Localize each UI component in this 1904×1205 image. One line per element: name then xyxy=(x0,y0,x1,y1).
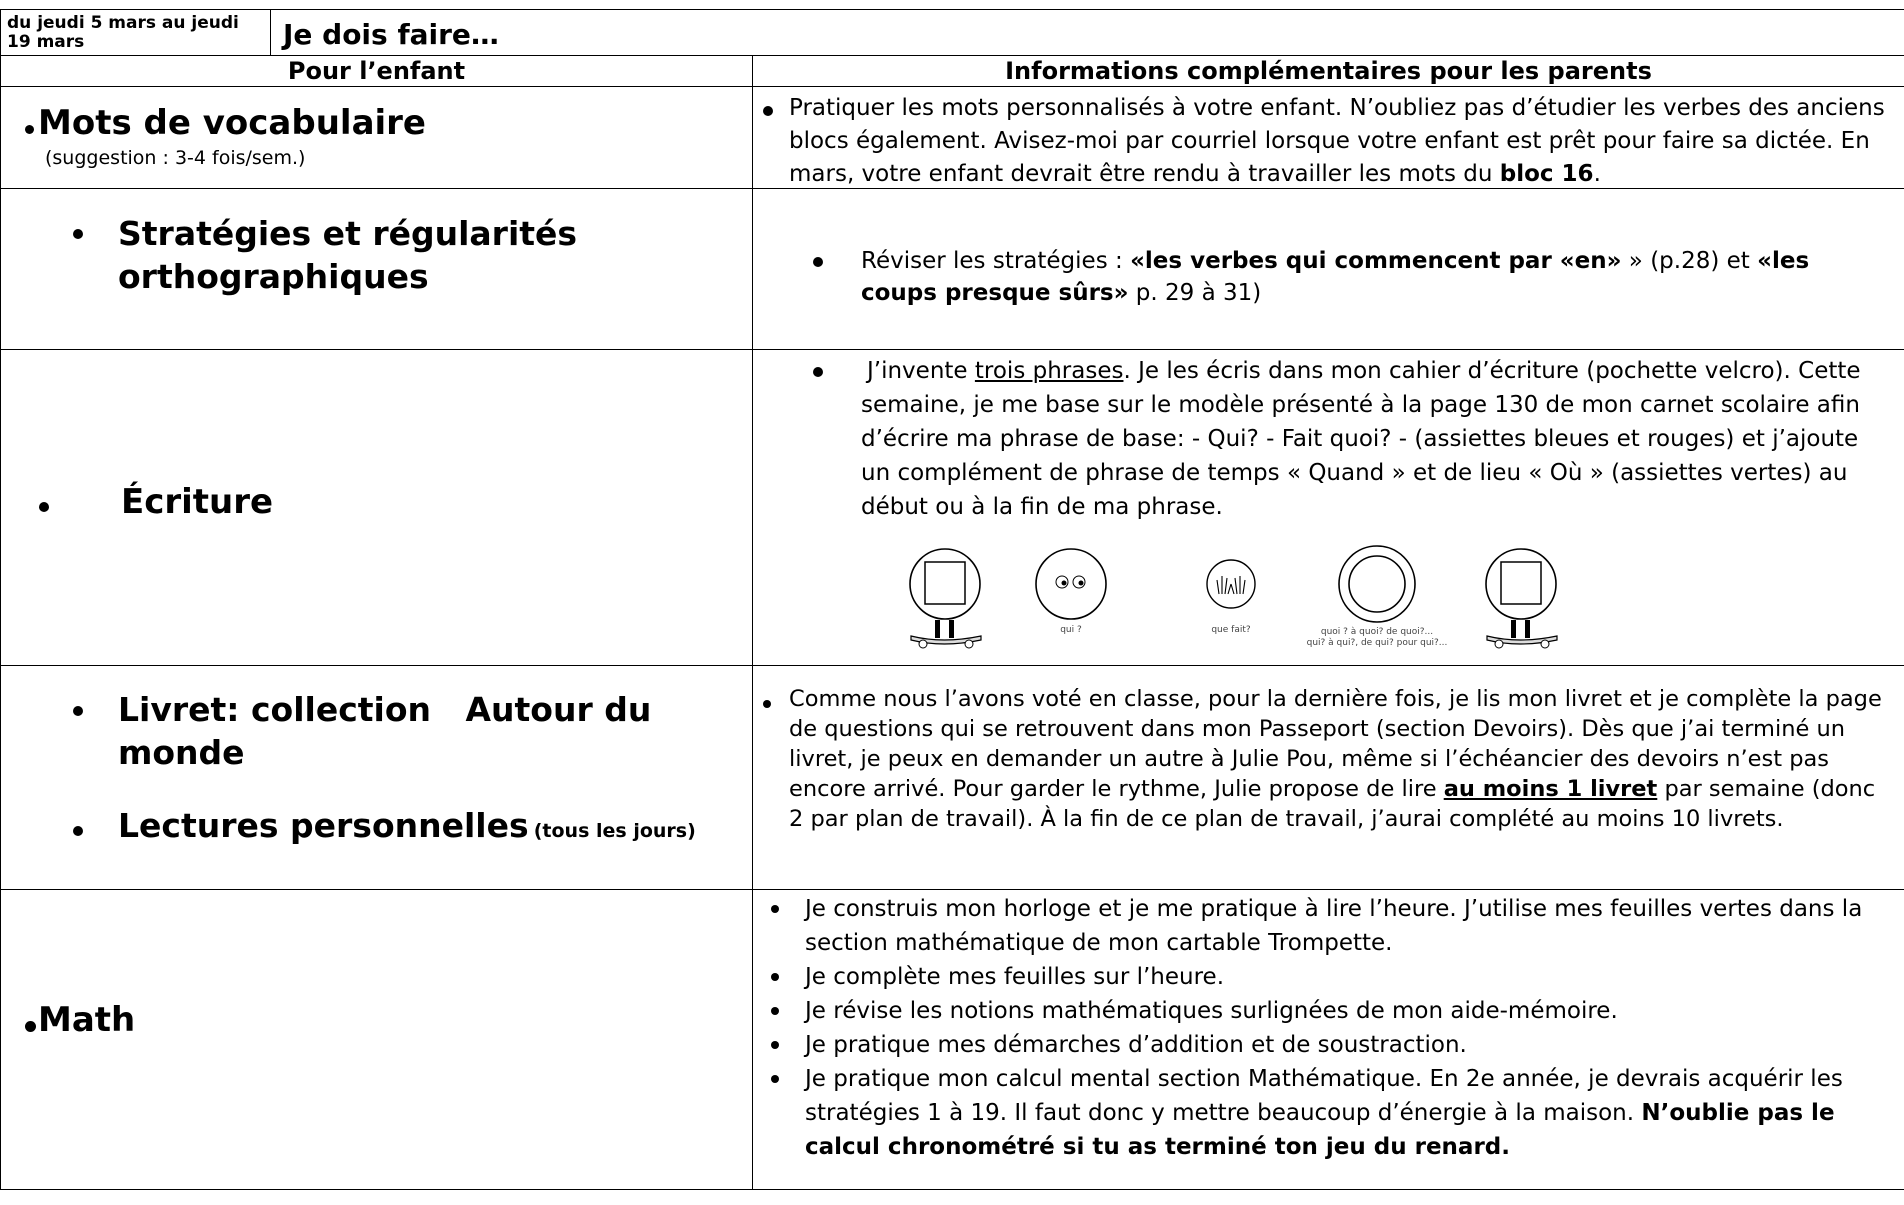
math-item-text: Je complète mes feuilles sur l’heure. xyxy=(805,964,1225,990)
ecriture-info-text: J’invente xyxy=(867,358,975,384)
plate-label-que-fait: que fait? xyxy=(1211,625,1251,635)
lectures-note: (tous les jours) xyxy=(533,820,696,842)
strategies-info-bold-2: «les coups presque sûrs» xyxy=(861,248,1810,306)
livret-cell xyxy=(1,666,753,890)
bullet-icon xyxy=(25,1021,36,1032)
bullet-icon xyxy=(73,706,83,716)
strategies-info-text-3: p. 29 à 31) xyxy=(1128,280,1262,306)
row-vocabulaire xyxy=(1,87,1904,189)
math-title: Math xyxy=(38,1000,136,1040)
livret-info-text: Comme nous l’avons voté en classe, pour la dernière fois, je lis mon livret et je complète la page de questions qui se retrouvent dans mon Passeport (section Devoirs). Dès que j’ai terminé un livret, je peux en demander un autre à Julie Pou, même si l’échéancier des devoirs n’est pas encore arrivé. Pour garder le rythme, Julie propose de lire xyxy=(789,686,1882,802)
strategies-info-text-2: » (p.28) et xyxy=(1621,248,1758,274)
plate-label-qui-2: qui? à qui?, de qui? pour qui?... xyxy=(1306,638,1448,648)
bullet-icon xyxy=(763,700,771,708)
column-header-row xyxy=(1,56,1904,87)
livret-title: Livret: collection Autour du monde xyxy=(118,690,663,772)
math-list-item xyxy=(763,994,1896,1028)
vocab-note: (suggestion : 3-4 fois/sem.) xyxy=(45,147,306,169)
bullet-icon xyxy=(73,826,83,836)
math-item-text: Je pratique mon calcul mental section Mathématique. En 2e année, je devrais acquérir les stratégies 1 à 19. Il faut donc y mettre beaucoup d’énergie à la maison. xyxy=(805,1066,1843,1126)
vocab-cell xyxy=(1,87,753,189)
ecriture-info-cell xyxy=(753,350,1904,666)
bullet-icon xyxy=(813,257,823,267)
vocab-info-end: . xyxy=(1593,161,1601,187)
plate-label-quoi: quoi ? à quoi? de quoi?... xyxy=(1320,627,1434,637)
math-list-item xyxy=(763,960,1896,994)
row-math xyxy=(1,890,1904,1190)
vocab-info-bloc: bloc 16 xyxy=(1499,161,1594,187)
strategies-title: Stratégies et régularités orthographiques xyxy=(118,214,578,296)
bullet-icon xyxy=(73,229,83,239)
homework-table xyxy=(0,9,1904,1190)
row-ecriture xyxy=(1,350,1904,666)
math-item-text: Je construis mon horloge et je me pratique à lire l’heure. J’utilise mes feuilles vertes dans la section mathématique de mon cartable Trompette. xyxy=(805,896,1863,956)
row-livret xyxy=(1,666,1904,890)
plate-icon xyxy=(1307,546,1448,648)
bullet-icon xyxy=(771,973,779,981)
date-range: du jeudi 5 mars au jeudi 19 mars xyxy=(1,10,271,56)
bullet-icon xyxy=(813,367,823,377)
vocab-info-cell xyxy=(753,87,1904,189)
bullet-icon xyxy=(771,1041,779,1049)
bullet-icon xyxy=(25,125,34,134)
math-item-text: Je révise les notions mathématiques surlignées de mon aide-mémoire. xyxy=(805,998,1618,1024)
vocab-title: Mots de vocabulaire xyxy=(38,103,426,143)
bullet-icon xyxy=(771,1075,779,1083)
strategies-cell xyxy=(1,189,753,350)
plate-icon xyxy=(1036,549,1106,635)
math-info-cell xyxy=(753,890,1904,1190)
math-list-item xyxy=(763,1062,1896,1164)
bullet-icon xyxy=(39,502,49,512)
math-item-bold: N’oublie pas le calcul chronométré si tu as terminé ton jeu du renard. xyxy=(805,1100,1835,1160)
plate-icon xyxy=(1486,549,1557,648)
math-list-item xyxy=(763,892,1896,960)
ecriture-cell xyxy=(1,350,753,666)
plate-icon xyxy=(910,549,981,648)
header-row xyxy=(1,10,1904,56)
plate-icon xyxy=(1207,560,1255,635)
vocab-info-text: Pratiquer les mots personnalisés à votre enfant. N’oubliez pas d’étudier les verbes des anciens blocs également. Avisez-moi par courriel lorsque votre enfant est prêt pour faire sa dictée. En mars, votre enfant devrait être rendu à travailler les mots du xyxy=(789,95,1885,187)
column-header-parents: Informations complémentaires pour les parents xyxy=(753,56,1904,87)
lectures-title: Lectures personnelles xyxy=(118,806,529,845)
livret-info-text-2: par semaine (donc 2 par plan de travail). À la fin de ce plan de travail, j’aurai complété au moins 10 livrets. xyxy=(789,776,1876,832)
ecriture-title: Écriture xyxy=(121,482,274,522)
row-strategies xyxy=(1,189,1904,350)
ecriture-info-underlined: trois phrases xyxy=(974,358,1124,384)
bullet-icon xyxy=(763,106,773,116)
column-header-child: Pour l’enfant xyxy=(1,56,753,87)
plates-illustration xyxy=(893,544,1593,660)
page-title: Je dois faire… xyxy=(271,10,1904,56)
livret-info-cell xyxy=(753,666,1904,890)
math-item-text: Je pratique mes démarches d’addition et de soustraction. xyxy=(805,1032,1467,1058)
math-cell xyxy=(1,890,753,1190)
ecriture-info-text-2: . Je les écris dans mon cahier d’écriture (pochette velcro). Cette semaine, je me base sur le modèle présenté à la page 130 de mon carnet scolaire afin d’écrire ma phrase de base: - Qui? - Fait quoi? - (assiettes bleues et rouges) et j’ajoute un complément de phrase de temps « Quand » et de lieu « Où » (assiettes vertes) au début ou à la fin de ma phrase. xyxy=(861,358,1861,520)
math-list-item xyxy=(763,1028,1896,1062)
bullet-icon xyxy=(771,905,779,913)
strategies-info-text: Réviser les stratégies : xyxy=(861,248,1131,274)
bullet-icon xyxy=(771,1007,779,1015)
strategies-info-bold-1: «les verbes qui commencent par «en» xyxy=(1130,248,1622,274)
strategies-info-cell xyxy=(753,189,1904,350)
plate-label-qui: qui ? xyxy=(1060,625,1082,635)
livret-info-emphasis: au moins 1 livret xyxy=(1443,776,1658,802)
math-list xyxy=(763,892,1896,1164)
